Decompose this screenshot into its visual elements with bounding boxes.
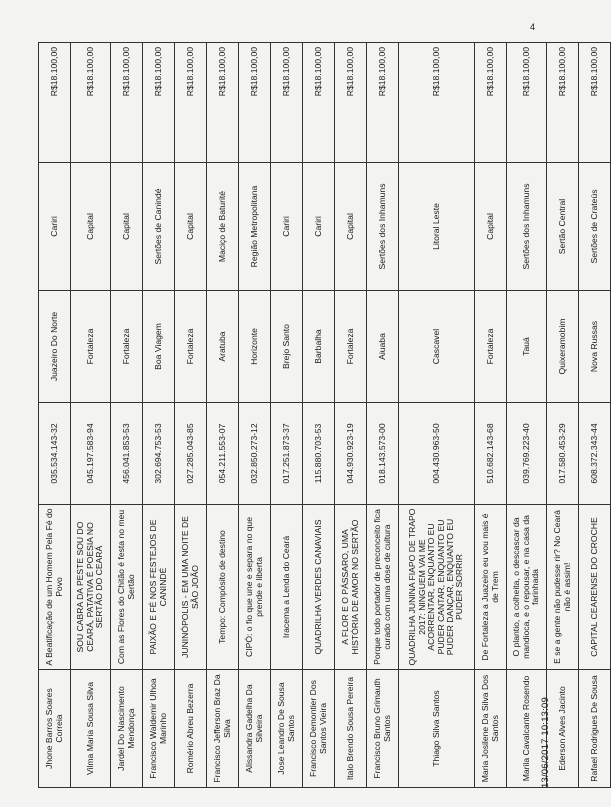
project-title-cell: A Beatificação de um Homem Pela Fé do Povo (39, 505, 71, 670)
document-id-cell: 054.211.553-07 (207, 403, 239, 505)
amount-cell: R$18.100,00 (271, 43, 303, 163)
amount-cell: R$18.100,00 (579, 43, 611, 163)
amount-cell: R$18.100,00 (475, 43, 507, 163)
project-title-cell: E se a gente não pudesse rir? No Ceará não é assim! (547, 505, 579, 670)
amount-cell: R$18.100,00 (335, 43, 367, 163)
page-number: 4 (530, 22, 536, 32)
project-title-cell: A FLOR E O PÁSSARO, UMA HISTÓRIA DE AMOR NO SERTÃO (335, 505, 367, 670)
document-id-cell: 302.694.753-53 (143, 403, 175, 505)
city-cell: Tauá (507, 291, 547, 403)
table-row (239, 43, 271, 788)
region-cell: Litoral Leste (399, 163, 475, 291)
participant-name-cell: Romério Abreu Bezerra (175, 670, 207, 788)
participant-name-cell: Marila Cavalcante Rosendo (507, 670, 547, 788)
document-id-cell: 017.580.453-29 (547, 403, 579, 505)
document-id-cell: 032.850.273-12 (239, 403, 271, 505)
table-row (143, 43, 175, 788)
table-row (303, 43, 335, 788)
region-cell: Região Metropolitana (239, 163, 271, 291)
city-cell: Horizonte (239, 291, 271, 403)
scan-timestamp: 13/06/2017 10:13:09 (540, 697, 551, 788)
table-row (207, 43, 239, 788)
project-title-cell: Iracema a Lenda do Ceará (271, 505, 303, 670)
region-cell: Sertão Central (547, 163, 579, 291)
city-cell: Aratuba (207, 291, 239, 403)
participant-name-cell: Jardel Do Nascimento Mendonça (111, 670, 143, 788)
table-row (475, 43, 507, 788)
region-cell: Maciço de Baturité (207, 163, 239, 291)
participant-name-cell: Francisco Waldemir Ulhoa Marinho (143, 670, 175, 788)
project-title-cell: QUADRILHA JUNINA FIAPO DE TRAPO 2017: NINGUEM VAI ME ACORRENTAR, ENQUANTO EU PUDER CANTAR, ENQUANTO EU PUDER DANÇAR, ENQUANTO EU PUDER SORRIR (399, 505, 475, 670)
participant-name-cell: Francisco Jefferson Braz Da Silva (207, 670, 239, 788)
project-title-cell: De Fortaleza a Juazeiro eu vou mais é de Trem (475, 505, 507, 670)
project-title-cell: Porque todo portador de preconceito fica curado com uma dose de cultura (367, 505, 399, 670)
city-cell: Aiuaba (367, 291, 399, 403)
amount-cell: R$18.100,00 (367, 43, 399, 163)
city-cell: Fortaleza (475, 291, 507, 403)
project-title-cell: CAPITAL CEARENSE DO CROCHE (579, 505, 611, 670)
document-id-cell: 510.682.143-68 (475, 403, 507, 505)
participant-name-cell: Alissandra Gadelha Da Silveira (239, 670, 271, 788)
table-row (111, 43, 143, 788)
participant-name-cell: Vilma Maria Sousa Silva (71, 670, 111, 788)
participant-name-cell: Maria Josilene Da Silva Dos Santos (475, 670, 507, 788)
document-id-cell: 027.285.043-85 (175, 403, 207, 505)
participant-name-cell: Jhone Barros Soares Correia (39, 670, 71, 788)
amount-cell: R$18.100,00 (111, 43, 143, 163)
amount-cell: R$18.100,00 (143, 43, 175, 163)
document-id-cell: 608.372.343-44 (579, 403, 611, 505)
city-cell: Fortaleza (111, 291, 143, 403)
region-cell: Capital (475, 163, 507, 291)
project-title-cell: SOU CABRA DA PESTE SOU DO CEARÁ, PATATIVA É POESIA NO SERTÃO DO CEARÁ (71, 505, 111, 670)
region-cell: Sertões dos Inhamuns (367, 163, 399, 291)
table-row (507, 43, 547, 788)
table-row (579, 43, 611, 788)
document-id-cell: 039.769.223-40 (507, 403, 547, 505)
participant-name-cell: Thiago Silva Santos (399, 670, 475, 788)
table-row (399, 43, 475, 788)
region-cell: Sertões de Crateús (579, 163, 611, 291)
participant-name-cell: Francisco Bruno Grimauth Santos (367, 670, 399, 788)
region-cell: Sertões dos Inhamuns (507, 163, 547, 291)
project-title-cell: CIPÓ: o fio que une e separa no que prende e liberta (239, 505, 271, 670)
document-id-cell: 044.930.923-19 (335, 403, 367, 505)
city-cell: Boa Viagem (143, 291, 175, 403)
document-id-cell: 115.880.703-53 (303, 403, 335, 505)
amount-cell: R$18.100,00 (547, 43, 579, 163)
amount-cell: R$18.100,00 (399, 43, 475, 163)
city-cell: Cascavel (399, 291, 475, 403)
rotated-page-content (38, 18, 599, 788)
table-row (71, 43, 111, 788)
table-row (367, 43, 399, 788)
amount-cell: R$18.100,00 (71, 43, 111, 163)
city-cell: Fortaleza (175, 291, 207, 403)
project-title-cell: QUADRILHA VERDES CANAVIAIS (303, 505, 335, 670)
region-cell: Capital (111, 163, 143, 291)
city-cell: Fortaleza (71, 291, 111, 403)
amount-cell: R$18.100,00 (507, 43, 547, 163)
city-cell: Barbalha (303, 291, 335, 403)
participant-name-cell: Italo Brendo Sousa Pereira (335, 670, 367, 788)
region-cell: Cariri (303, 163, 335, 291)
document-id-cell: 018.143.573-00 (367, 403, 399, 505)
city-cell: Quixeramobim (547, 291, 579, 403)
document-id-cell: 017.251.873-37 (271, 403, 303, 505)
amount-cell: R$18.100,00 (207, 43, 239, 163)
city-cell: Juazeiro Do Norte (39, 291, 71, 403)
document-id-cell: 045.197.583-94 (71, 403, 111, 505)
amount-cell: R$18.100,00 (239, 43, 271, 163)
table-row (335, 43, 367, 788)
region-cell: Sertões de Canindé (143, 163, 175, 291)
project-title-cell: PAIXÃO E FÉ NOS FESTEJOS DE CANINDÉ (143, 505, 175, 670)
region-cell: Capital (335, 163, 367, 291)
amount-cell: R$18.100,00 (303, 43, 335, 163)
participant-name-cell: Ederson Alves Jacinto (547, 670, 579, 788)
amount-cell: R$18.100,00 (175, 43, 207, 163)
city-cell: Fortaleza (335, 291, 367, 403)
table-row (547, 43, 579, 788)
participant-name-cell: Francisco Demontier Dos Santos Vieira (303, 670, 335, 788)
project-title-cell: Tempo: Compósito de destino (207, 505, 239, 670)
participant-name-cell: Rafael Rodrigues De Sousa (579, 670, 611, 788)
city-cell: Nova Russas (579, 291, 611, 403)
table-row (39, 43, 71, 788)
city-cell: Brejo Santo (271, 291, 303, 403)
document-id-cell: 004.430.963-50 (399, 403, 475, 505)
region-cell: Capital (175, 163, 207, 291)
project-title-cell: O plantio, a colheita, o descascar da mandioca, e o repousar, e na casa da farinhada (507, 505, 547, 670)
document-id-cell: 456.041.853-53 (111, 403, 143, 505)
table-row (271, 43, 303, 788)
project-title-cell: JUNINÓPOLIS - EM UMA NOITE DE SÃO JOÃO (175, 505, 207, 670)
region-cell: Cariri (39, 163, 71, 291)
region-cell: Cariri (271, 163, 303, 291)
project-title-cell: Com as Flores do Chitão é festa no meu Sertão (111, 505, 143, 670)
document-id-cell: 035.534.143-32 (39, 403, 71, 505)
results-table (38, 42, 611, 788)
table-row (175, 43, 207, 788)
participant-name-cell: Jose Leandro De Sousa Santos (271, 670, 303, 788)
region-cell: Capital (71, 163, 111, 291)
amount-cell: R$18.100,00 (39, 43, 71, 163)
